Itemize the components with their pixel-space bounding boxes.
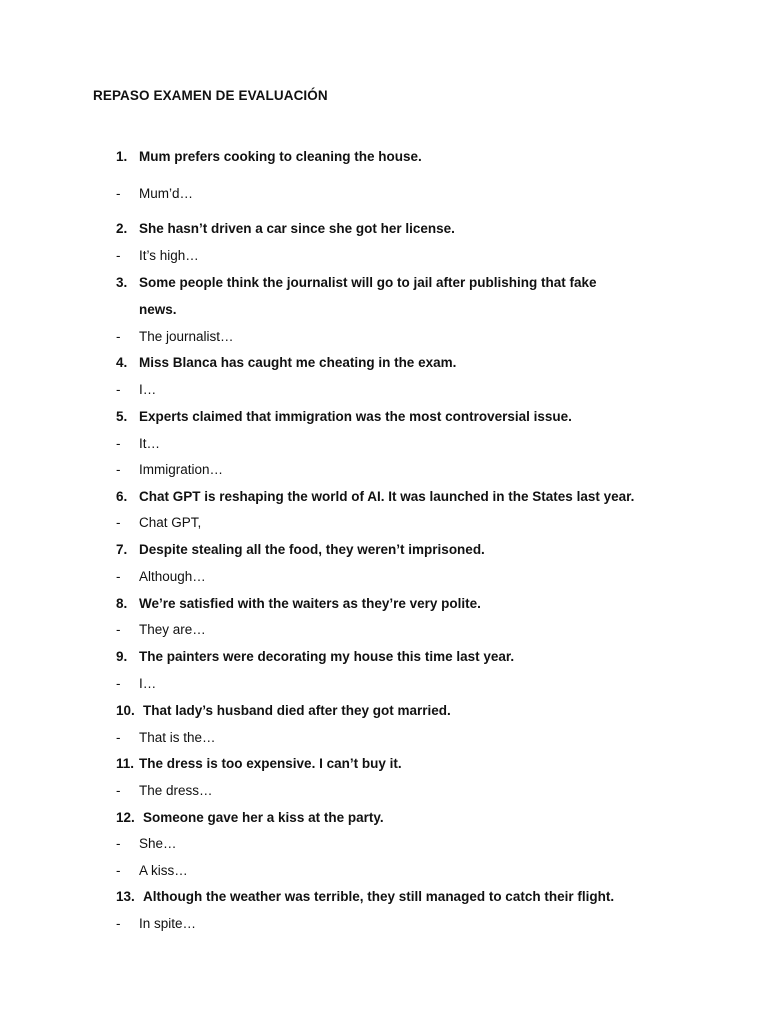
- answer-dash: -: [116, 676, 121, 691]
- answer-dash: -: [116, 436, 121, 451]
- question-line: [0, 147, 768, 167]
- question-line: [0, 594, 768, 614]
- answer-dash: -: [116, 622, 121, 637]
- answer-prompt: That is the…: [139, 730, 216, 745]
- answer-dash: -: [116, 730, 121, 745]
- question-number: 8.: [116, 596, 128, 611]
- question-number: 7.: [116, 542, 128, 557]
- answer-dash: -: [116, 515, 121, 530]
- answer-line: [0, 327, 768, 347]
- answer-line: [0, 184, 768, 204]
- answer-dash: -: [116, 569, 121, 584]
- answer-line: [0, 434, 768, 454]
- question-line: [0, 407, 768, 427]
- answer-line: [0, 914, 768, 934]
- answer-prompt: It…: [139, 436, 161, 451]
- answer-line: [0, 834, 768, 854]
- question-text: She hasn’t driven a car since she got her license.: [139, 221, 455, 236]
- question-line: [0, 701, 768, 721]
- answer-dash: -: [116, 863, 121, 878]
- question-text: Someone gave her a kiss at the party.: [143, 810, 384, 825]
- question-number: 13.: [116, 889, 135, 904]
- answer-line: [0, 728, 768, 748]
- answer-prompt: It’s high…: [139, 248, 199, 263]
- answer-dash: -: [116, 836, 121, 851]
- answer-dash: -: [116, 783, 121, 798]
- question-text: The painters were decorating my house this time last year.: [139, 649, 515, 664]
- question-line: [0, 273, 768, 293]
- answer-dash: -: [116, 916, 121, 931]
- answer-dash: -: [116, 462, 121, 477]
- answer-line: [0, 781, 768, 801]
- question-number: 3.: [116, 275, 128, 290]
- question-line: [0, 754, 768, 774]
- question-number: 4.: [116, 355, 128, 370]
- question-text: Experts claimed that immigration was the most controversial issue.: [139, 409, 572, 424]
- answer-line: [0, 567, 768, 587]
- question-line: [0, 808, 768, 828]
- answer-line: [0, 861, 768, 881]
- question-number: 12.: [116, 810, 135, 825]
- answer-line: [0, 620, 768, 640]
- question-number: 2.: [116, 221, 128, 236]
- answer-prompt: Although…: [139, 569, 206, 584]
- question-text: That lady’s husband died after they got married.: [143, 703, 451, 718]
- question-number: 10.: [116, 703, 135, 718]
- answer-dash: -: [116, 382, 121, 397]
- answer-line: [0, 513, 768, 533]
- question-line: [0, 887, 768, 907]
- question-number: 1.: [116, 149, 128, 164]
- question-number: 11.: [116, 756, 135, 771]
- question-line: [0, 647, 768, 667]
- answer-prompt: I…: [139, 382, 157, 397]
- answer-dash: -: [116, 186, 121, 201]
- answer-prompt: She…: [139, 836, 177, 851]
- question-line: [0, 219, 768, 239]
- question-number: 9.: [116, 649, 128, 664]
- question-line: [0, 353, 768, 373]
- answer-dash: -: [116, 248, 121, 263]
- answer-prompt: I…: [139, 676, 157, 691]
- answer-prompt: Mum’d…: [139, 186, 194, 201]
- question-line: [0, 487, 768, 507]
- question-text: We’re satisfied with the waiters as they’re very polite.: [139, 596, 481, 611]
- question-text: Although the weather was terrible, they still managed to catch their flight.: [143, 889, 615, 904]
- answer-prompt: Immigration…: [139, 462, 224, 477]
- question-text: Miss Blanca has caught me cheating in the exam.: [139, 355, 457, 370]
- question-line: [0, 540, 768, 560]
- answer-dash: -: [116, 329, 121, 344]
- answer-prompt: The dress…: [139, 783, 213, 798]
- answer-line: [0, 460, 768, 480]
- answer-prompt: They are…: [139, 622, 206, 637]
- answer-line: [0, 380, 768, 400]
- question-text: Mum prefers cooking to cleaning the house.: [139, 149, 422, 164]
- question-text: Chat GPT is reshaping the world of AI. It was launched in the States last year.: [139, 489, 635, 504]
- answer-line: [0, 674, 768, 694]
- document-title: REPASO EXAMEN DE EVALUACIÓN: [93, 88, 328, 103]
- answer-prompt: The journalist…: [139, 329, 234, 344]
- answer-line: [0, 246, 768, 266]
- question-number: 6.: [116, 489, 128, 504]
- question-number: 5.: [116, 409, 128, 424]
- answer-prompt: A kiss…: [139, 863, 188, 878]
- question-text: news.: [139, 302, 177, 317]
- question-text: Despite stealing all the food, they weren’t imprisoned.: [139, 542, 485, 557]
- question-text: Some people think the journalist will go to jail after publishing that fake: [139, 275, 597, 290]
- question-text: The dress is too expensive. I can’t buy it.: [139, 756, 402, 771]
- answer-prompt: In spite…: [139, 916, 197, 931]
- question-line-continuation: [0, 300, 768, 320]
- answer-prompt: Chat GPT,: [139, 515, 202, 530]
